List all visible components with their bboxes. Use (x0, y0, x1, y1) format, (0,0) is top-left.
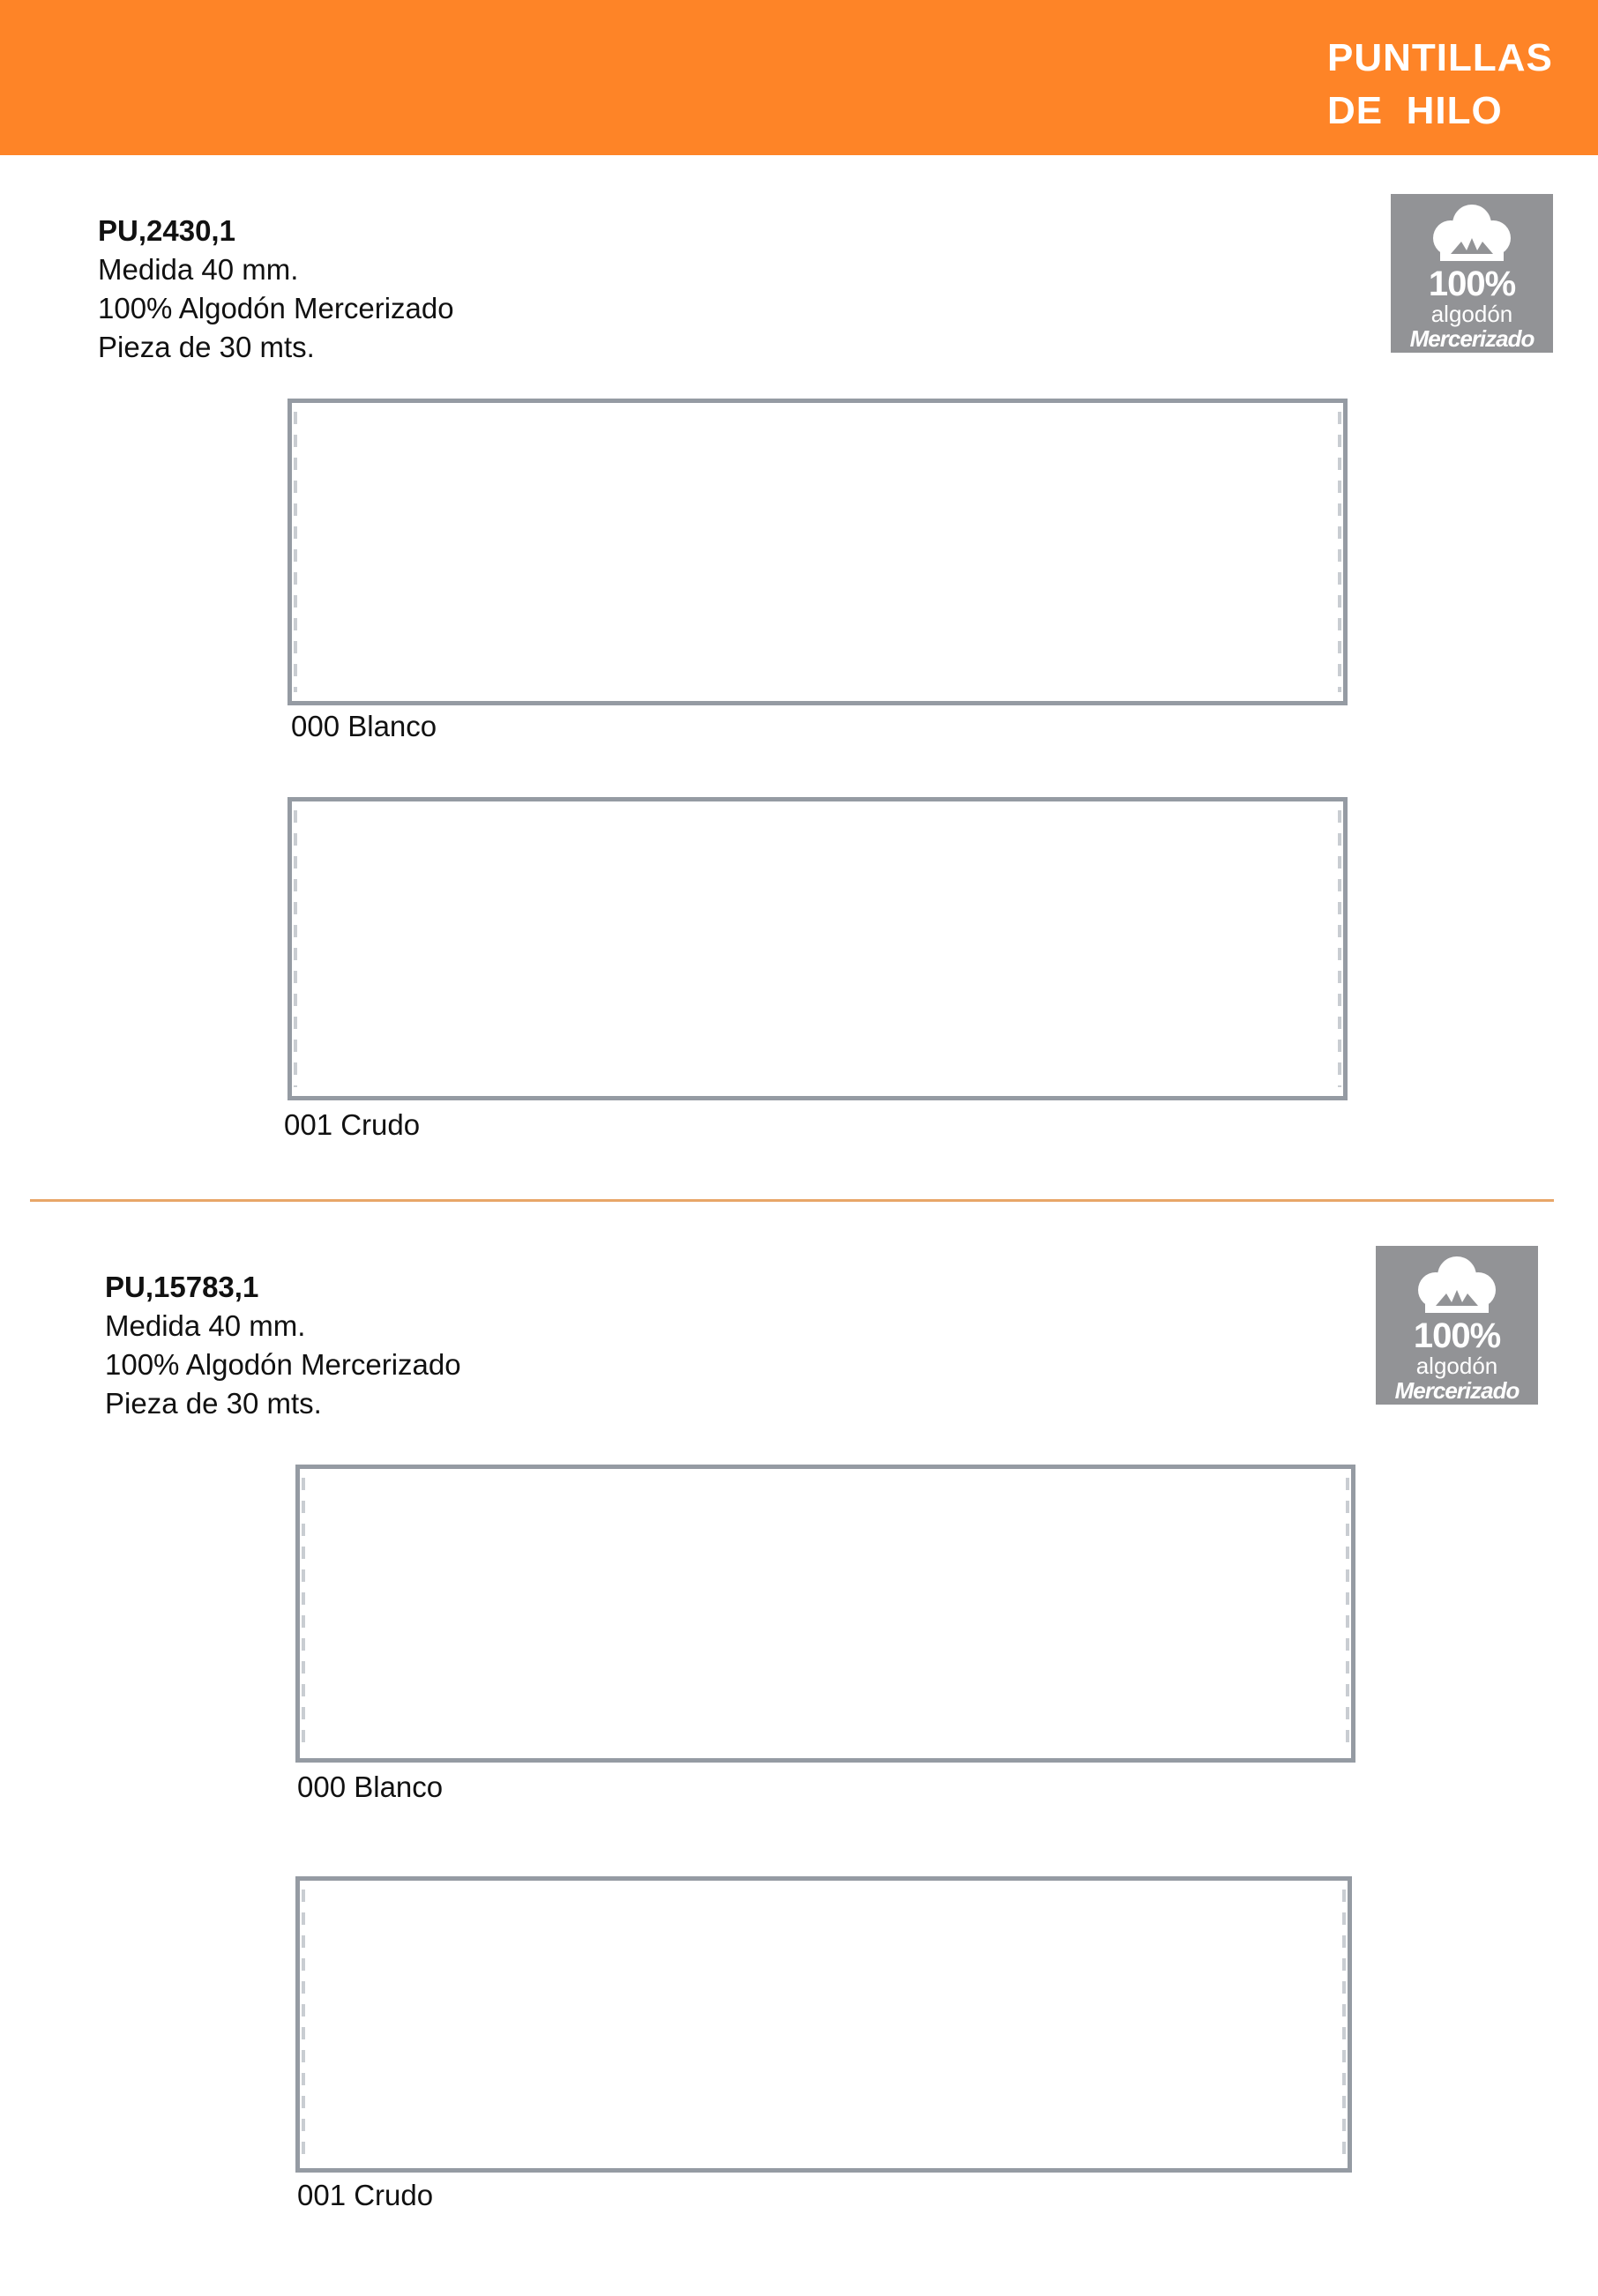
section-divider (30, 1199, 1554, 1202)
product-measure: Medida 40 mm. (105, 1309, 306, 1342)
page-header (0, 0, 1598, 155)
badge-material: algodón (1430, 301, 1513, 327)
product-composition: 100% Algodón Mercerizado (105, 1348, 461, 1381)
lace-swatch-blanco (287, 399, 1348, 705)
header-title (1327, 32, 1553, 138)
badge-percent: 100% (1413, 1316, 1501, 1355)
product-code: PU,2430,1 (98, 214, 235, 247)
swatch-label: 000 Blanco (297, 1770, 444, 1803)
lace-swatch-blanco (295, 1465, 1355, 1763)
product-measure: Medida 40 mm. (98, 253, 299, 286)
cotton-badge (1391, 194, 1553, 353)
cotton-flower-icon (1391, 194, 1553, 273)
product-info-1 (98, 212, 454, 367)
cotton-badge (1376, 1246, 1538, 1405)
badge-percent: 100% (1428, 265, 1516, 303)
lace-swatch-crudo (287, 797, 1348, 1100)
product-info-2 (105, 1268, 461, 1423)
product-piece: Pieza de 30 mts. (98, 331, 315, 363)
product-code: PU,15783,1 (105, 1271, 259, 1303)
badge-material: algodón (1415, 1353, 1498, 1379)
product-composition: 100% Algodón Mercerizado (98, 292, 454, 324)
header-title-line1: PUNTILLAS (1327, 36, 1553, 79)
swatch-label: 001 Crudo (297, 2179, 434, 2211)
cotton-flower-icon (1376, 1246, 1538, 1325)
swatch-label: 001 Crudo (284, 1108, 421, 1141)
badge-finish: Mercerizado (1409, 325, 1535, 352)
badge-finish: Mercerizado (1394, 1377, 1520, 1404)
swatch-label: 000 Blanco (291, 710, 437, 742)
lace-swatch-crudo (295, 1876, 1352, 2173)
product-piece: Pieza de 30 mts. (105, 1387, 322, 1420)
header-title-line2: DE HILO (1327, 89, 1503, 132)
